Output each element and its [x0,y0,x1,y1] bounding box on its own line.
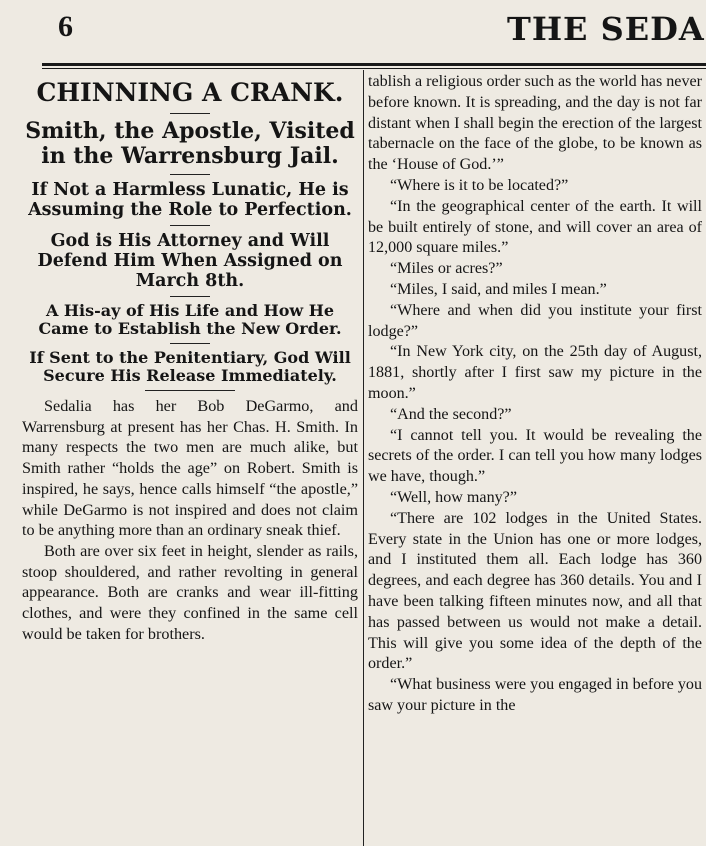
paragraph: tablish a religious order such as the world has never before known. It is spreading, and the day is not far distant when I shall begin the erection of the largest tabernacle on the face of the globe, to be known as the ‘House of God.’” [368,73,702,174]
deck-separator [170,343,210,344]
deck-1: Smith, the Apostle, Visited in the Warrensburg Jail. [25,118,355,169]
paragraph: “Miles, I said, and miles I mean.” [390,280,607,298]
article-headline: CHINNING A CRANK. [36,78,344,107]
paragraph: “I cannot tell you. It would be revealing the secrets of the order. I can tell you how many lodges we have, though.” [368,426,702,486]
right-column [368,72,702,846]
deck-2: If Not a Harmless Lunatic, He is Assuming the Role to Perfection. [28,180,352,220]
paragraph: “And the second?” [390,405,512,423]
page-number: 6 [58,10,73,43]
left-column [22,72,358,846]
paragraph: “In New York city, on the 25th day of August, 1881, shortly after I first saw my picture in the moon.” [368,343,702,402]
paragraph: “Miles or acres?” [390,260,503,278]
deck-3: God is His Attorney and Will Defend Him When Assigned on March 8th. [37,231,343,291]
article-body-left [22,396,358,644]
deck-5: If Sent to the Penitentiary, God Will Secure His Release Immediately. [29,348,351,385]
headline-separator [170,113,210,114]
deck-separator [170,225,210,226]
masthead: THE SEDA [507,10,705,48]
paragraph: “What business were you engaged in before you saw your picture in the [368,676,702,714]
paragraph: “Where is it to be located?” [390,176,569,194]
header-rule [42,63,706,66]
deck-4: A His-ay of His Life and How He Came to Establish the New Order. [38,301,342,338]
paragraph: “There are 102 lodges in the United States. Every state in the Union has one or more lodges, and I instituted them all. Each lodge has 360 degrees, and each degree has 360 details. You and I have been talking fifteen minutes now, and all that has passed between us would not make a detail. This will give you some idea of the depth of the order.” [368,509,702,673]
column-divider [363,70,364,846]
header-rule-thin [42,68,706,69]
deck-separator [170,296,210,297]
deck-separator [170,174,210,175]
paragraph: Both are over six feet in height, slender as rails, stoop shouldered, and rather revolting in general appearance. Both are cranks and wear ill-fitting clothes, and were they confined in the same cell would be taken for brothers. [22,541,358,643]
body-separator [145,390,235,391]
paragraph: “In the geographical center of the earth. It will be built entirely of stone, and will cover an area of 12,000 square miles.” [368,197,702,257]
article-body-right [368,72,702,717]
paragraph: Sedalia has her Bob DeGarmo, and Warrensburg at present has her Chas. H. Smith. In many respects the two men are much alike, but Smith rather “holds the age” on Robert. Smith is inspired, he says, hence calls himself “the apostle,” while DeGarmo is not inspired and does not claim to be anything more than an ordinary sneak thief. [22,397,358,540]
paragraph: “Well, how many?” [390,488,517,506]
paragraph: “Where and when did you institute your first lodge?” [368,301,702,340]
